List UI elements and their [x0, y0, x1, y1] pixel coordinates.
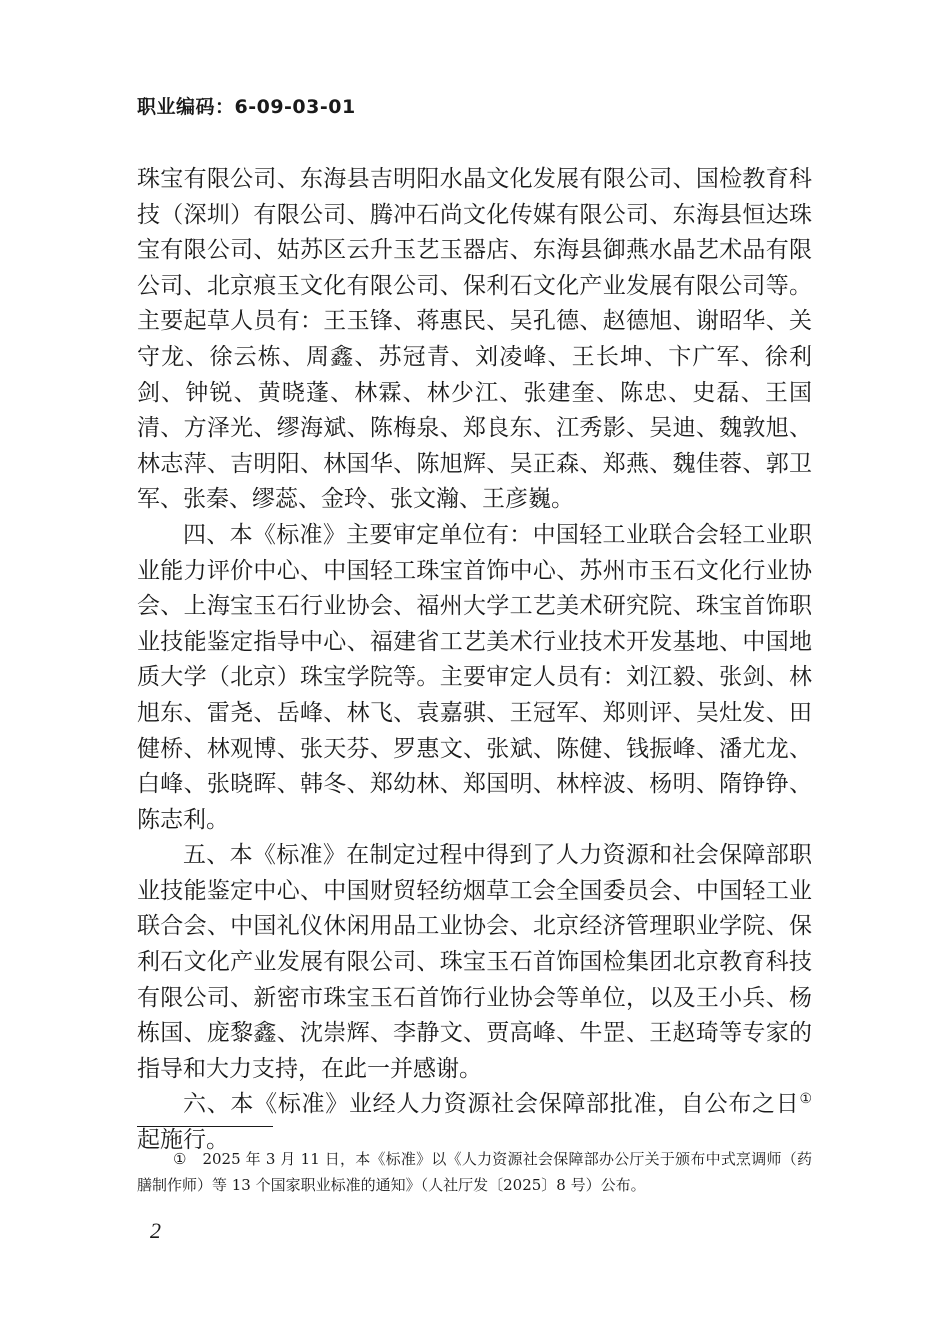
paragraph-continuation: 珠宝有限公司、东海县吉明阳水晶文化发展有限公司、国检教育科技（深圳）有限公司、腾冲石尚文化传媒有限公司、东海县恒达珠宝有限公司、姑苏区云升玉艺玉器店、东海县御燕水晶艺术品有限公司、北京痕玉文化有限公司、保利石文化产业发展有限公司等。主要起草人员有：王玉锋、蒋惠民、吴孔德、赵德旭、谢昭华、关守龙、徐云栋、周鑫、苏冠青、刘凌峰、王长坤、卞广军、徐利剑、钟锐、黄晓蓬、林霖、林少江、张建奎、陈忠、史磊、王国清、方泽光、缪海斌、陈梅泉、郑良东、江秀影、吴迪、魏敦旭、林志萍、吉明阳、林国华、陈旭辉、吴正森、郑燕、魏佳蓉、郭卫军、张秦、缪蕊、金玲、张文瀚、王彦巍。	[137, 166, 812, 513]
footnote-divider	[137, 1126, 273, 1127]
footnote-mark: ①	[173, 1150, 187, 1168]
paragraph-5-acknowledgements: 五、本《标准》在制定过程中得到了人力资源和社会保障部职业技能鉴定中心、中国财贸轻纺烟草工会全国委员会、中国轻工业联合会、中国礼仪休闲用品工业协会、北京经济管理职业学院、保利石文化产业发展有限公司、珠宝玉石首饰国检集团北京教育科技有限公司、新密市珠宝玉石首饰行业协会等单位，以及王小兵、杨栋国、庞黎鑫、沈崇辉、李静文、贾高峰、牛罡、王赵琦等专家的指导和大力支持，在此一并感谢。	[137, 842, 812, 1082]
occupation-code-header: 职业编码：6-09-03-01	[137, 96, 356, 118]
footnote	[137, 1146, 812, 1198]
paragraph-6-text-end: 起施行。	[137, 1127, 229, 1154]
paragraph-4-reviewers: 四、本《标准》主要审定单位有：中国轻工业联合会轻工业职业能力评价中心、中国轻工珠宝首饰中心、苏州市玉石文化行业协会、上海宝玉石行业协会、福州大学工艺美术研究院、珠宝首饰职业技能鉴定指导中心、福建省工艺美术行业技术开发基地、中国地质大学（北京）珠宝学院等。主要审定人员有：刘江毅、张剑、林旭东、雷尧、岳峰、林飞、袁嘉骐、王冠军、郑则评、吴灶发、田健桥、林观博、张天芬、罗惠文、张斌、陈健、钱振峰、潘尤龙、白峰、张晓晖、韩冬、郑幼林、郑国明、林梓波、杨明、隋铮铮、陈志利。	[137, 521, 812, 833]
main-text	[137, 162, 812, 1159]
footnote-text: 2025 年 3 月 11 日，本《标准》以《人力资源社会保障部办公厅关于颁布中式烹调师（药膳制作师）等 13 个国家职业标准的通知》（人社厅发〔2025〕8 号）公布。	[137, 1150, 812, 1194]
footnote-reference[interactable]: ①	[799, 1091, 812, 1108]
page-number: 2	[150, 1218, 161, 1243]
paragraph-6-text-start: 六、本《标准》业经人力资源社会保障部批准，自公布之日	[183, 1091, 800, 1118]
